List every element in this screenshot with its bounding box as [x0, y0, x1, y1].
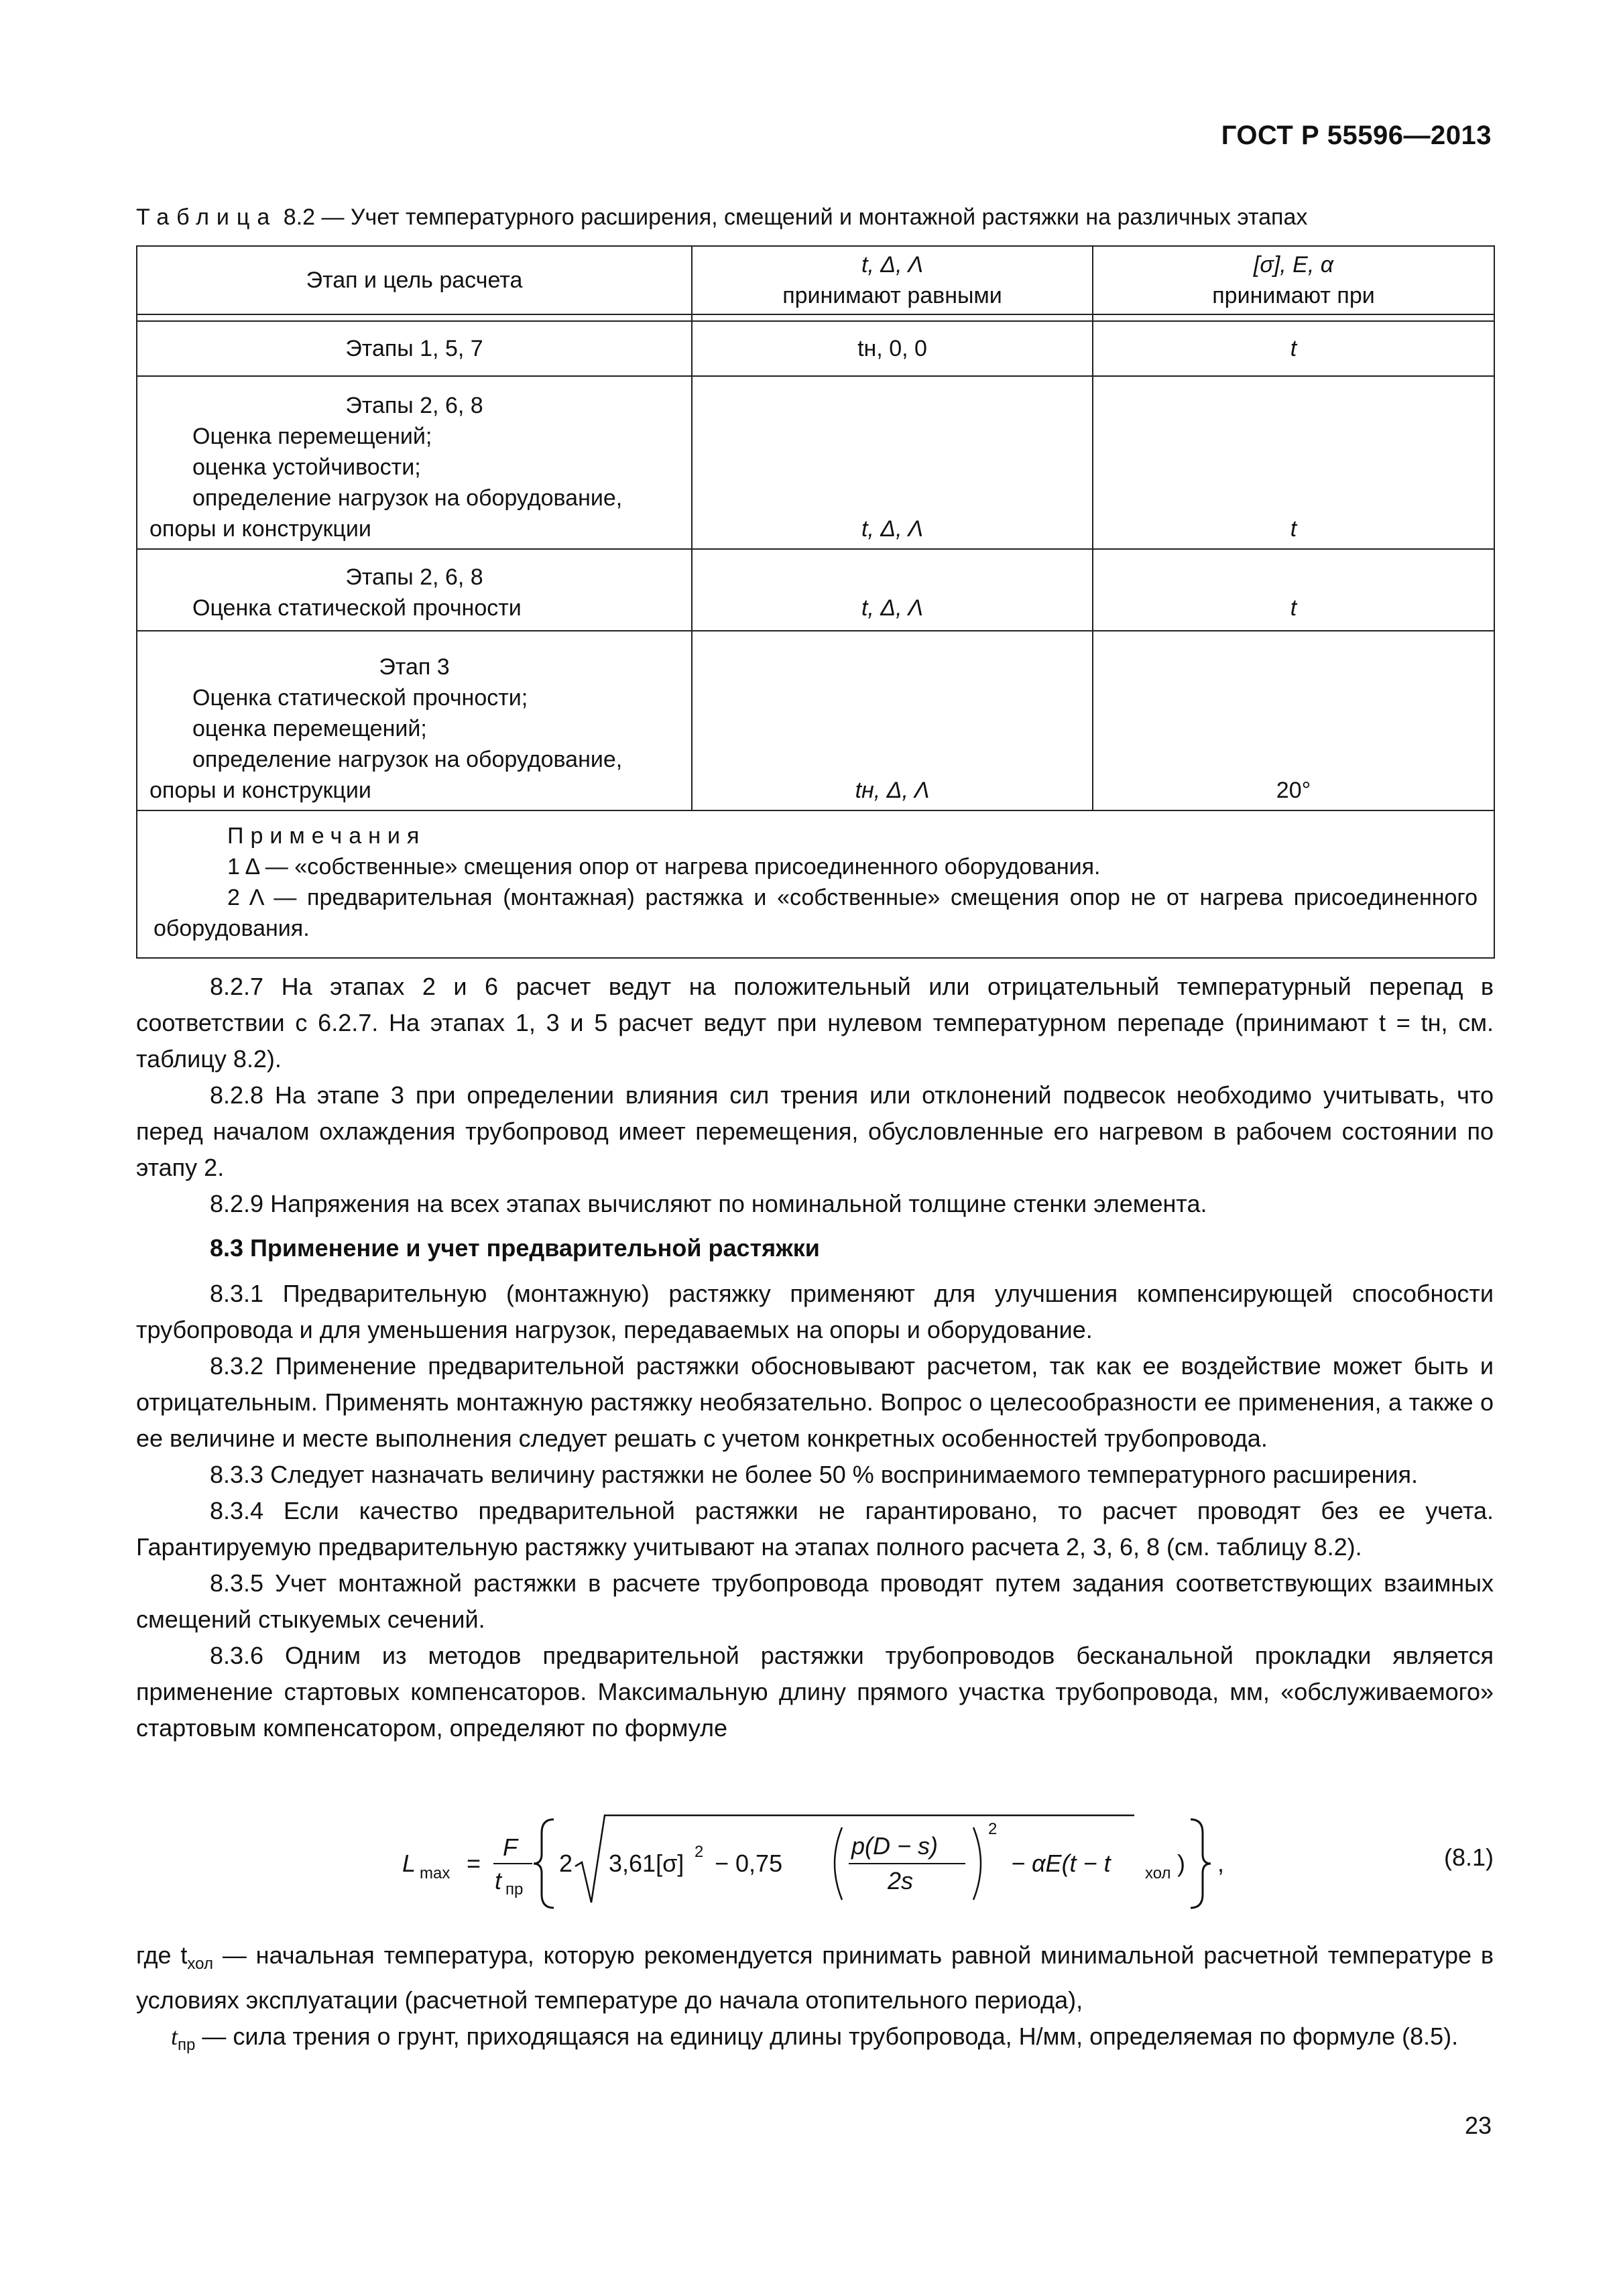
formula-explanations	[136, 1937, 1494, 2063]
table-caption-prefix: Таблица	[136, 204, 278, 230]
header-values	[692, 246, 1093, 314]
page-number: 23	[1464, 2112, 1492, 2139]
formula-right-brace	[1191, 1819, 1211, 1908]
body-text	[136, 969, 1494, 1746]
table-caption-text: 8.2 — Учет температурного расширения, смещений и монтажной растяжки на различных этапах	[283, 204, 1308, 230]
section-heading-8-3: 8.3 Применение и учет предварительной растяжки	[210, 1234, 820, 1262]
formula-8-1	[396, 1810, 1494, 1911]
stage-line: определение нагрузок на оборудование,	[192, 747, 623, 772]
table-row	[137, 631, 1494, 810]
formula-number: (8.1)	[1443, 1844, 1494, 1871]
values-cell: tн, Δ, Λ	[692, 631, 1093, 810]
paragraph-8-3-3: 8.3.3 Следует назначать величину растяжки не более 50 % воспринимаемого температурного расширения.	[210, 1461, 1419, 1488]
where-txol-sub: хол	[187, 1955, 213, 1974]
table-row	[137, 549, 1494, 631]
stage-line: опоры и конструкции	[149, 516, 371, 542]
formula-alpha-e: − αE(t − t	[1011, 1850, 1111, 1877]
table-caption	[136, 204, 1490, 231]
stage-line: оценка перемещений;	[192, 716, 427, 741]
header-temp	[1093, 246, 1494, 314]
values-cell: t, Δ, Λ	[692, 549, 1093, 631]
table-notes-row	[137, 810, 1494, 958]
table-8-2	[136, 245, 1495, 959]
paragraph-8-3-2: 8.3.2 Применение предварительной растяжки обосновывают расчетом, так как ее воздействие может быть и отрицательным. Применять монтажную растяжку необязательно. Вопрос о целесообразности ее применения, а также о ее величине и месте выполнения следует решать с учетом конкретных особенностей трубопровода.	[136, 1352, 1494, 1452]
formula-left-paren	[835, 1827, 842, 1900]
table-row	[137, 376, 1494, 549]
stage-line: Оценка статической прочности	[192, 595, 522, 621]
formula-left-brace	[534, 1819, 554, 1908]
formula-trail: ,	[1217, 1850, 1225, 1877]
temp-cell: t	[1093, 376, 1494, 549]
paragraph-8-3-5: 8.3.5 Учет монтажной растяжки в расчете трубопровода проводят путем задания соответствующих взаимных смещений стыкуемых сечений.	[136, 1569, 1494, 1633]
temp-cell: t	[1093, 321, 1494, 376]
paragraph-8-2-7: 8.2.7 На этапах 2 и 6 расчет ведут на положительный или отрицательный температурный перепад в соответствии с 6.2.7. На этапах 1, 3 и 5 расчет ведут при нулевом температурном перепаде (принимают t = tн, см. таблицу 8.2).	[136, 973, 1494, 1073]
standard-header: ГОСТ Р 55596—2013	[1221, 121, 1492, 150]
header-stage: Этап и цель расчета	[137, 246, 692, 314]
where-txol-text: — начальная температура, которую рекомендуется принимать равной минимальной расчетной температуре в условиях эксплуатации (расчетной температуре до начала отопительного периода),	[136, 1941, 1494, 2014]
where-tpr-symbol: t	[171, 2023, 178, 2051]
where-txol-symbol: где t	[136, 1941, 188, 1969]
stage-line: Оценка перемещений;	[192, 424, 432, 449]
header-temp-l1: [σ], E, α	[1253, 252, 1334, 278]
where-tpr	[136, 2018, 1494, 2063]
formula-frac-num: F	[503, 1833, 518, 1861]
formula-lhs-sub: max	[420, 1864, 450, 1882]
stage-cell: Этапы 1, 5, 7	[345, 336, 483, 361]
stage-cell: Этап 3	[379, 654, 450, 680]
header-values-l1: t, Δ, Λ	[861, 252, 924, 278]
stage-line: Оценка статической прочности;	[192, 685, 528, 711]
formula-inner-den: 2s	[888, 1867, 914, 1894]
formula-inner-num: p(D − s)	[851, 1832, 939, 1860]
paragraph-8-2-8: 8.2.8 На этапе 3 при определении влияния сил трения или отклонений подвесок необходимо учитывать, что перед началом охлаждения трубопровод имеет перемещения, обусловленные его нагревом в рабочем состоянии по этапу 2.	[136, 1081, 1494, 1181]
stage-cell: Этапы 2, 6, 8	[345, 564, 483, 590]
formula-two: 2	[559, 1850, 573, 1877]
note-1: 1 Δ — «собственные» смещения опор от нагрева присоединенного оборудования.	[227, 854, 1101, 880]
notes-header: Примечания	[227, 823, 426, 849]
note-2: 2 Λ — предварительная (монтажная) растяжка и «собственные» смещения опор не от нагрева присоединенного оборудования.	[154, 885, 1478, 941]
temp-cell: t	[1093, 549, 1494, 631]
paragraph-8-2-9: 8.2.9 Напряжения на всех этапах вычисляют по номинальной толщине стенки элемента.	[210, 1190, 1207, 1217]
stage-line: опоры и конструкции	[149, 778, 371, 803]
formula-frac-den: t	[495, 1867, 502, 1894]
formula-coef: − 0,75	[715, 1850, 783, 1877]
formula-frac-den-sub: пр	[505, 1880, 524, 1898]
values-cell: tн, 0, 0	[692, 321, 1093, 376]
where-txol	[136, 1937, 1494, 2018]
where-tpr-sub: пр	[178, 2036, 196, 2055]
paragraph-8-3-6: 8.3.6 Одним из методов предварительной растяжки трубопроводов бесканальной прокладки является применение стартовых компенсаторов. Максимальную длину прямого участка трубопровода, мм, «обслуживаемого» стартовым компенсатором, определяют по формуле	[136, 1642, 1494, 1742]
paragraph-8-3-4: 8.3.4 Если качество предварительной растяжки не гарантировано, то расчет проводят без ее учета. Гарантируемую предварительную растяжку учитывают на этапах полного расчета 2, 3, 6, 8 (см. таблицу 8.2).	[136, 1497, 1494, 1561]
table-row	[137, 321, 1494, 376]
temp-cell: 20°	[1093, 631, 1494, 810]
formula-close: )	[1177, 1850, 1185, 1877]
formula-paren-sq: 2	[988, 1820, 998, 1838]
table-header-gap	[137, 314, 1494, 321]
stage-line: определение нагрузок на оборудование,	[192, 485, 623, 511]
formula-sq: 2	[695, 1843, 704, 1861]
formula-sqrt-body: 3,61[σ]	[609, 1850, 684, 1877]
formula-lhs: L	[402, 1850, 416, 1877]
header-temp-l2: принимают при	[1212, 283, 1375, 308]
header-values-l2: принимают равными	[782, 283, 1002, 308]
formula-right-paren	[973, 1827, 981, 1900]
formula-t-sub: хол	[1145, 1864, 1171, 1882]
table-header-row	[137, 246, 1494, 314]
stage-cell: Этапы 2, 6, 8	[345, 393, 483, 418]
values-cell: t, Δ, Λ	[692, 376, 1093, 549]
formula-graphic	[396, 1810, 1401, 1911]
stage-line: оценка устойчивости;	[192, 455, 421, 480]
paragraph-8-3-1: 8.3.1 Предварительную (монтажную) растяжку применяют для улучшения компенсирующей способности трубопровода и для уменьшения нагрузок, передаваемых на опоры и оборудование.	[136, 1280, 1494, 1343]
formula-eq: =	[467, 1850, 481, 1877]
where-tpr-text: — сила трения о грунт, приходящаяся на единицу длины трубопровода, Н/мм, определяемая по формуле (8.5).	[195, 2022, 1459, 2051]
